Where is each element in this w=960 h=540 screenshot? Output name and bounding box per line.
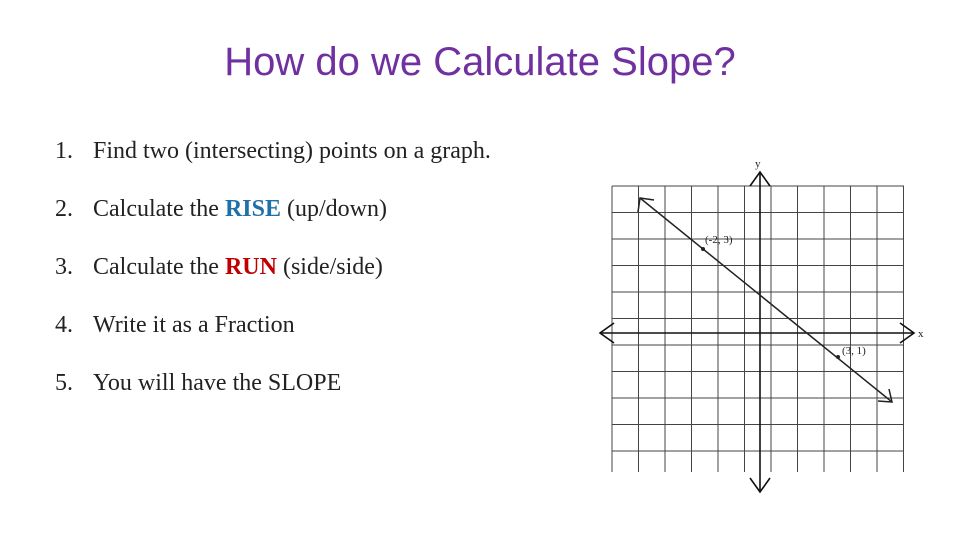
step-text: Write it as a Fraction xyxy=(93,312,295,338)
step-number: 4. xyxy=(55,312,73,338)
step-text-suffix: (side/side) xyxy=(276,254,383,280)
step-number: 5. xyxy=(55,370,73,396)
point-2-label: (3, 1) xyxy=(842,345,866,357)
step-number: 2. xyxy=(55,196,73,222)
x-axis-label: x xyxy=(918,328,924,340)
step-number: 1. xyxy=(55,138,73,164)
step-text: Calculate the xyxy=(93,196,225,222)
step-text: You will have the SLOPE xyxy=(93,370,342,396)
point-1-marker xyxy=(701,247,705,251)
step-text-suffix: (up/down) xyxy=(280,196,387,222)
step-number: 3. xyxy=(55,254,73,280)
graph-grid xyxy=(612,186,904,472)
step-text: Calculate the xyxy=(93,254,225,280)
line-arrow-upper xyxy=(638,198,654,212)
rise-keyword: RISE xyxy=(224,196,281,222)
point-1-label: (-2, 3) xyxy=(705,234,733,246)
step-text: Find two (intersecting) points on a graph. xyxy=(93,138,491,164)
run-keyword: RUN xyxy=(224,254,277,280)
point-2-marker xyxy=(836,355,840,359)
page-title: How do we Calculate Slope? xyxy=(224,40,736,84)
y-axis-label: y xyxy=(755,158,761,170)
